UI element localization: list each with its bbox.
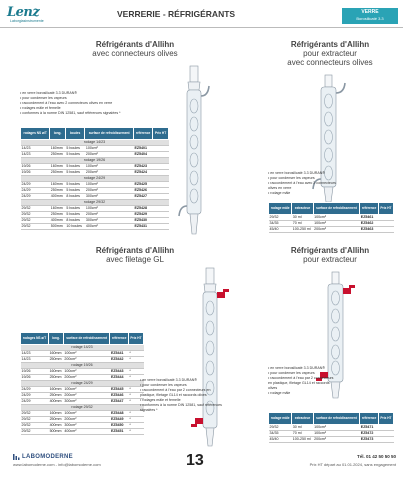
table-cell: 5 boules [65, 152, 85, 158]
column-header: référence [110, 333, 128, 345]
table-row [21, 429, 144, 435]
column-header: Prix HT [153, 128, 169, 140]
table-cell: EZ5471 [360, 425, 379, 431]
table-cell: 30 ml [292, 425, 313, 431]
column-header: rodage mâle [269, 203, 292, 215]
table-cell: 29/32 [21, 218, 50, 224]
table-cell: 250mm [50, 212, 66, 218]
table-cell: 29/32 [21, 206, 50, 212]
column-header: référence [133, 128, 152, 140]
table-cell: 29/32 [21, 423, 49, 429]
table-cell: EZ5461 [360, 215, 379, 221]
table-cell: 45/40 [269, 227, 292, 233]
table-cell: 100cm² [85, 164, 134, 170]
section-4-title-line-1: Réfrigérants d'Allihn [290, 246, 370, 255]
table-cell: 8 boules [65, 218, 85, 224]
table-cell: 160mm [49, 387, 62, 391]
table-cell: EZ5426 [133, 188, 152, 194]
table-cell: 200cm² [85, 212, 134, 218]
table-cell: EZ5442 [110, 357, 128, 363]
lenz-logo-subtitle: Laborglasinstrumente [10, 19, 44, 23]
table-cell: 14/23 [21, 146, 50, 152]
table-cell: * [128, 357, 143, 363]
column-header: extracteur [292, 413, 313, 425]
column-header: surface de refroidissement [63, 333, 110, 345]
table-cell: 200cm² [63, 417, 110, 423]
feature-bullet: • pour condenser les vapeurs [268, 371, 338, 376]
table-cell: 250mm [49, 375, 62, 379]
section-1-features [20, 91, 170, 116]
table-cell: 19/26 [21, 164, 50, 170]
feature-bullet: • conformes à la norme DIN 12581, sauf références signalées * [140, 403, 222, 413]
table-cell: 100cm² [313, 221, 360, 227]
table-cell: EZ5425 [133, 182, 152, 188]
table-cell: 5 boules [65, 212, 85, 218]
table-cell: * [128, 393, 143, 399]
labomoderne-logo: LABOMODERNE [22, 454, 73, 460]
table-cell: 250mm [50, 152, 66, 158]
table-cell: 300cm² [63, 399, 110, 405]
table-cell: 400mm [50, 218, 66, 224]
table-row [21, 224, 169, 230]
column-header: surface de refroidissement [85, 128, 134, 140]
table-cell: 29/32 [21, 411, 49, 417]
section-3-features [140, 378, 222, 413]
glass-condenser-illustration [190, 268, 232, 448]
column-header: rodages NS ø/T [21, 128, 50, 140]
badge-line-1: VERRE [361, 9, 379, 15]
table-cell: 500mm [49, 429, 62, 433]
column-header: rodages NS ø/T [21, 333, 49, 345]
table-cell: 300cm² [85, 218, 134, 224]
feature-bullet: • raccordement à l'eau par 2 connecteurs en plastique, filetage GL14 et raccords olives [140, 388, 222, 398]
table-cell: 14/23 [21, 357, 49, 363]
table-cell [378, 437, 393, 443]
table-cell: 400cm² [63, 429, 110, 435]
table-cell: 200cm² [313, 437, 360, 443]
table-cell: 160mm [50, 146, 66, 152]
section-3-title-line-1: Réfrigérants d'Allihn [95, 246, 175, 255]
table-cell: 200cm² [85, 188, 134, 194]
table-cell: 100cm² [63, 387, 110, 393]
feature-bullet: • rodages mâle et femelle [20, 106, 170, 111]
feature-bullet: • pour condenser les vapeurs [140, 383, 222, 388]
group-label: rodage 24/29 [21, 176, 169, 182]
table-cell: EZ5462 [360, 221, 379, 227]
category-badge [342, 8, 398, 24]
table-cell: 24/29 [21, 188, 50, 194]
labomoderne-logo-icon [13, 454, 20, 460]
table-cell: 45/40 [269, 437, 292, 443]
table-header-row [21, 333, 144, 345]
page-header [0, 0, 403, 28]
table-cell: 24/29 [21, 194, 50, 200]
table-cell: * [128, 423, 143, 429]
table-cell: EZ5428 [133, 206, 152, 212]
table-cell: 100cm² [63, 351, 110, 357]
table-cell [378, 227, 393, 233]
glass-condenser-illustration [176, 66, 216, 236]
table-cell: EZ5449 [110, 417, 128, 423]
column-header: référence [360, 413, 379, 425]
group-label: rodage 29/32 [21, 405, 144, 411]
feature-bullet: • en verre borosilicaté 3.3 DURAN® [268, 366, 338, 371]
table-cell: 19/26 [21, 170, 50, 176]
table-cell: EZ5445 [110, 387, 128, 393]
table-cell: 14/23 [21, 351, 49, 357]
table-cell: 8 boules [65, 194, 85, 200]
table-cell: EZ5404 [133, 152, 152, 158]
table-cell: EZ5448 [110, 411, 128, 417]
table-cell: 250mm [50, 170, 66, 176]
feature-bullet: • pour condenser les vapeurs [20, 96, 170, 101]
group-label: rodage 19/26 [21, 158, 169, 164]
table-cell: 200cm² [63, 357, 110, 363]
table-cell: EZ5451 [110, 429, 128, 435]
column-header: long. [49, 333, 64, 345]
table-cell: * [128, 417, 143, 423]
table-cell: 70 ml [292, 221, 313, 227]
table-row [269, 437, 394, 443]
table-cell: 100cm² [85, 146, 134, 152]
table-cell: 100-250 ml [292, 437, 313, 443]
group-label: rodage 24/29 [21, 381, 144, 387]
table-cell: EZ5431 [133, 224, 152, 230]
section-2-title [265, 40, 395, 67]
table-cell: EZ5430 [133, 218, 152, 224]
table-cell: 200cm² [85, 152, 134, 158]
table-cell: EZ5441 [110, 351, 128, 357]
column-header: extracteur [292, 203, 313, 215]
table-cell: 24/29 [21, 182, 50, 188]
table-cell: EZ5444 [110, 375, 128, 381]
table-cell: 200cm² [313, 227, 360, 233]
table-cell: 19/26 [21, 375, 49, 381]
table-cell: 160mm [50, 182, 66, 188]
table-cell: 14/23 [21, 152, 50, 158]
table-cell: 400mm [49, 399, 62, 403]
table-cell: * [128, 429, 143, 435]
group-label: rodage 19/26 [21, 363, 144, 369]
table-cell: 100cm² [63, 369, 110, 375]
section-2-product-table [268, 202, 394, 233]
column-header: surface de refroidissement [313, 413, 360, 425]
table-cell: 250mm [50, 188, 66, 194]
section-4-title [265, 246, 395, 264]
table-cell: 500mm [50, 224, 66, 230]
section-2-title-line-3: avec connecteurs olives [287, 58, 373, 67]
table-header-row [269, 203, 394, 215]
feature-bullet: • conformes à la norme DIN 12581, sauf références signalées * [20, 111, 170, 116]
feature-bullet: • pour condenser les vapeurs [268, 176, 340, 181]
table-cell: 70 ml [292, 431, 313, 437]
section-1-product-table [20, 127, 169, 230]
table-cell: 5 boules [65, 206, 85, 212]
group-label: rodage 14/23 [21, 345, 144, 351]
table-cell: EZ5443 [110, 369, 128, 375]
table-cell: 400cm² [85, 224, 134, 230]
table-cell: 29/32 [21, 224, 50, 230]
column-header: surface de refroidissement [313, 203, 360, 215]
table-cell: 250mm [49, 417, 62, 421]
feature-bullet: • raccordement à l'eau par 2 connecteurs en plastique, filetage GL14 et raccords olives [268, 376, 338, 391]
table-cell: 160mm [49, 351, 62, 355]
table-header-row [21, 128, 169, 140]
section-1-title [70, 40, 200, 58]
column-header: boules [65, 128, 85, 140]
footer-phone: Tél. 01 42 50 50 50 [356, 454, 396, 459]
table-cell: * [128, 375, 143, 381]
feature-bullet: • rodage mâle [268, 191, 340, 196]
section-3-title [70, 246, 200, 264]
table-cell: 200cm² [63, 375, 110, 381]
table-cell: 5 boules [65, 188, 85, 194]
table-cell: 29/32 [269, 215, 292, 221]
table-cell: EZ5429 [133, 212, 152, 218]
footer-price-note: Prix HT départ au 01.01.2024, sans engagement [309, 462, 396, 467]
table-cell: 100-250 ml [292, 227, 313, 233]
table-cell: EZ5472 [360, 431, 379, 437]
table-cell: 160mm [49, 369, 62, 373]
table-cell: 19/26 [21, 369, 49, 375]
section-1-title-line-1: Réfrigérants d'Allihn [95, 40, 175, 49]
table-row [269, 227, 394, 233]
table-cell: 10 boules [65, 224, 85, 230]
table-cell: * [128, 399, 143, 405]
table-cell: EZ5473 [360, 437, 379, 443]
table-cell: 5 boules [65, 182, 85, 188]
table-cell: 100cm² [313, 215, 360, 221]
section-4-features [268, 366, 338, 396]
table-cell: EZ5427 [133, 194, 152, 200]
feature-bullet: • rodages mâle et femelle [140, 398, 222, 403]
table-cell: 5 boules [65, 146, 85, 152]
section-2-title-line-2: pour extracteur [303, 49, 357, 58]
table-cell: 29/32 [21, 417, 49, 423]
table-cell: 29/32 [269, 425, 292, 431]
feature-bullet: • en verre borosilicaté 3.3 DURAN® [268, 171, 340, 176]
column-header: long. [50, 128, 66, 140]
column-header: Prix HT [128, 333, 143, 345]
feature-bullet: • en verre borosilicaté 3.3 DURAN® [20, 91, 170, 96]
table-cell: EZ5446 [110, 393, 128, 399]
column-header: Prix HT [378, 203, 393, 215]
feature-bullet: • raccordement à l'eau avec 2 connecteurs olives en verre [268, 181, 340, 191]
page-title: VERRERIE - RÉFRIGÉRANTS [117, 9, 236, 19]
lenz-logo: Lenz [7, 5, 40, 20]
table-cell: 160mm [50, 206, 66, 212]
table-cell: EZ5423 [133, 164, 152, 170]
footer-website[interactable]: www.labomoderne.com - info@labomoderne.com [13, 462, 101, 467]
table-cell: 34/35 [269, 221, 292, 227]
table-cell: 100cm² [63, 411, 110, 417]
table-header-row [269, 413, 394, 425]
table-cell: 160mm [49, 411, 62, 415]
section-4-title-line-2: pour extracteur [303, 255, 357, 264]
table-cell: 34/35 [269, 431, 292, 437]
table-cell: EZ5447 [110, 399, 128, 405]
table-cell: 200cm² [85, 170, 134, 176]
table-cell: EZ5401 [133, 146, 152, 152]
table-cell: 400mm [50, 194, 66, 200]
table-cell: EZ5450 [110, 423, 128, 429]
table-cell: 30 ml [292, 215, 313, 221]
table-cell: 160mm [50, 164, 66, 170]
table-cell: 29/32 [21, 429, 49, 435]
column-header: rodage mâle [269, 413, 292, 425]
feature-bullet: • en verre borosilicaté 3.3 DURAN® [140, 378, 222, 383]
group-label: rodage 14/23 [21, 140, 169, 146]
table-cell: * [128, 351, 143, 357]
table-cell: 100cm² [313, 425, 360, 431]
badge-line-2: Borosilicaté 3.3 [356, 16, 384, 21]
table-cell: 100cm² [85, 182, 134, 188]
table-cell: 200cm² [63, 393, 110, 399]
table-cell: EZ5424 [133, 170, 152, 176]
table-cell: * [128, 387, 143, 393]
section-2-title-line-1: Réfrigérants d'Allihn [290, 40, 370, 49]
table-cell: 250mm [49, 393, 62, 397]
table-cell: 400mm [49, 423, 62, 427]
table-cell: 100cm² [313, 431, 360, 437]
table-cell: 300cm² [85, 194, 134, 200]
feature-bullet: • rodage mâle [268, 391, 338, 396]
column-header: référence [360, 203, 379, 215]
table-cell: * [128, 369, 143, 375]
table-cell: 5 boules [65, 170, 85, 176]
table-cell: 300cm² [63, 423, 110, 429]
section-2-features [268, 171, 340, 196]
group-label: rodage 29/32 [21, 200, 169, 206]
page-number: 13 [186, 452, 204, 469]
table-cell: 5 boules [65, 164, 85, 170]
table-cell: 24/29 [21, 393, 49, 399]
table-cell: EZ5463 [360, 227, 379, 233]
section-3-title-line-2: avec filetage GL [106, 255, 164, 264]
table-cell [153, 224, 169, 230]
table-cell: 100cm² [85, 206, 134, 212]
table-cell: 24/29 [21, 399, 49, 405]
table-cell: 250mm [49, 357, 62, 361]
section-1-title-line-2: avec connecteurs olives [92, 49, 178, 58]
table-cell: * [128, 411, 143, 417]
table-cell: 24/29 [21, 387, 49, 393]
section-3-product-table [20, 332, 144, 435]
feature-bullet: • raccordement à l'eau avec 2 connecteurs olives en verre [20, 101, 170, 106]
table-cell: 29/32 [21, 212, 50, 218]
column-header: Prix HT [378, 413, 393, 425]
section-4-product-table [268, 412, 394, 443]
